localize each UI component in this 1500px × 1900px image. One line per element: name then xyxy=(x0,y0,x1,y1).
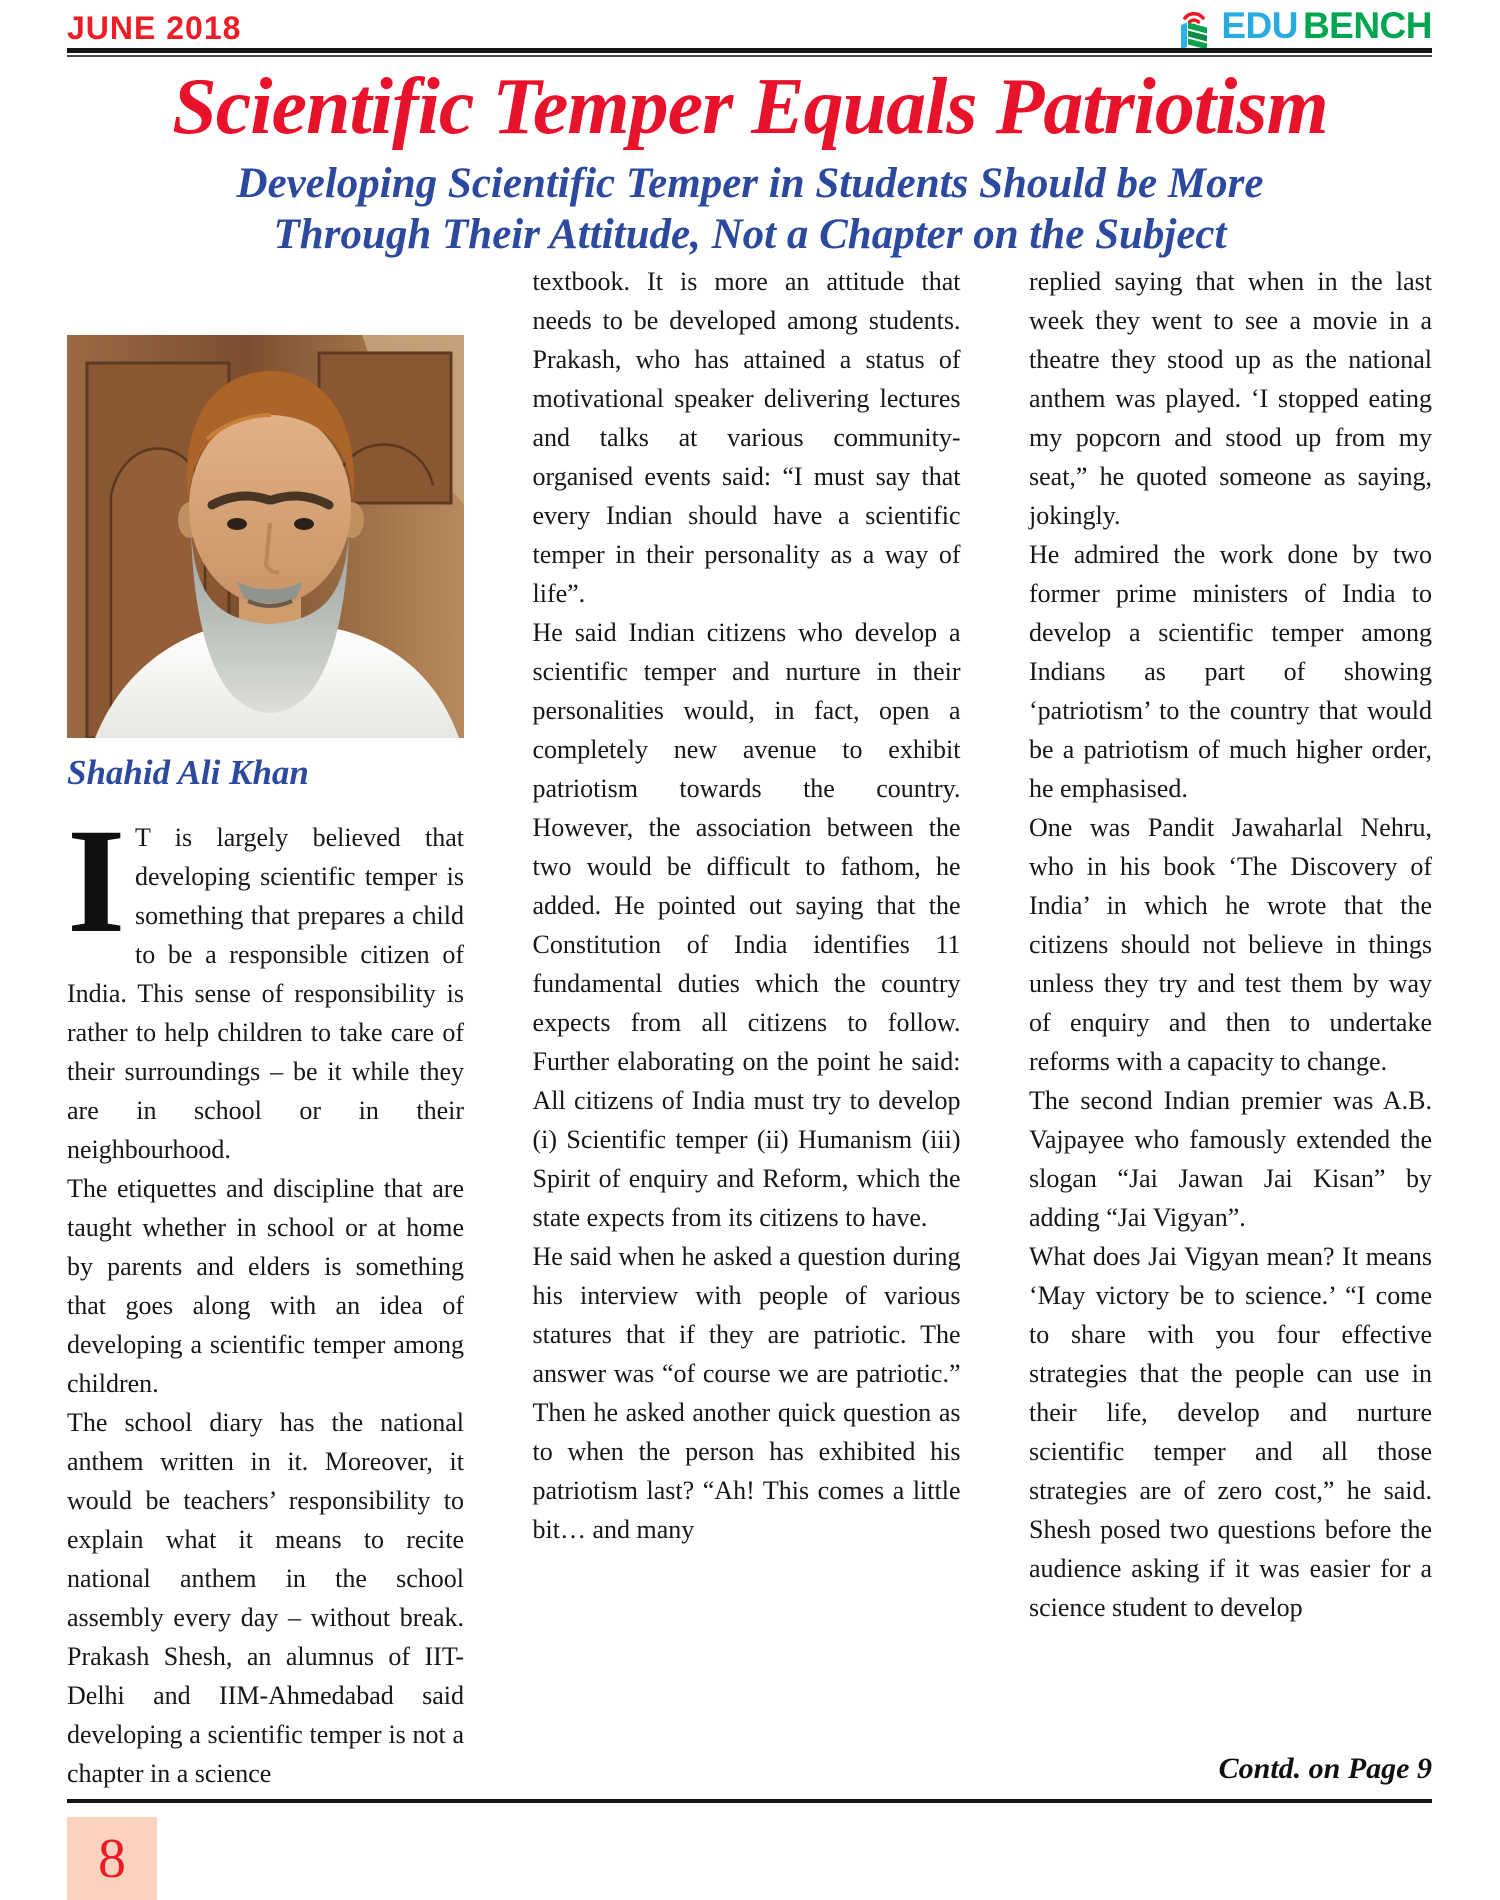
page-number-box xyxy=(67,1817,157,1900)
header-rule xyxy=(67,48,1432,57)
article-title: Scientific Temper Equals Patriotism xyxy=(172,63,1328,151)
paragraph: replied saying that when in the last week they went to see a movie in a theatre they stood up as the national anthem was played. ‘I stopped eating my popcorn and stood up from my seat,” he quoted someone as saying, jokingly. xyxy=(1029,267,1432,530)
author-photo xyxy=(67,335,464,738)
footer-rule xyxy=(67,1799,1432,1803)
article-subtitle xyxy=(0,158,1500,260)
paragraph: What does Jai Vigyan mean? It means ‘May victory be to science.’ “I come to share with you four effective strategies that the people can use in their life, develop and nurture scientific temper and all those strategies are of zero cost,” he said. Shesh posed two questions before the audience asking if it was easier for a science student to develop xyxy=(1029,1242,1432,1622)
subtitle-line-1: Developing Scientific Temper in Students Should be More xyxy=(236,160,1264,207)
page-number: 8 xyxy=(98,1827,126,1890)
paragraph: textbook. It is more an attitude that needs to be developed among students. Prakash, who has attained a status of motivational speaker delivering lectures and talks at various community-organised events said: “I must say that every Indian should have a scientific temper in their personality as a way of life”. xyxy=(532,267,961,608)
author-byline: Shahid Ali Khan xyxy=(67,753,309,792)
column-1 xyxy=(67,262,464,1793)
paragraph: He admired the work done by two former prime ministers of India to develop a scientific temper among Indians as part of showing ‘patriotism’ to the country that would be a patriotism of much higher order, he emphasised. xyxy=(1029,540,1432,803)
column-2 xyxy=(533,262,961,1793)
drop-cap: I xyxy=(67,798,126,964)
issue-date: JUNE 2018 xyxy=(67,10,242,46)
logo-text-bench: BENCH xyxy=(1302,5,1432,46)
subtitle-line-2: Through Their Attitude, Not a Chapter on the Subject xyxy=(273,211,1227,258)
paragraph: The school diary has the national anthem written in it. Moreover, it would be teachers’ responsibility to explain what it means to recite national anthem in the school assembly every day – without break. Prakash Shesh, an alumnus of IIT-Delhi and IIM-Ahmedabad said developing a scientific temper is not a chapter in a science xyxy=(67,1408,464,1788)
paragraph: The second Indian premier was A.B. Vajpayee who famously extended the slogan “Jai Jawan Jai Kisan” by adding “Jai Vigyan”. xyxy=(1029,1086,1432,1232)
paragraph: He said when he asked a question during his interview with people of various statures that if they are patriotic. The answer was “of course we are patriotic.” Then he asked another quick question as to when the person has exhibited his patriotism last? “Ah! This comes a little bit… and many xyxy=(532,1242,961,1544)
paragraph: One was Pandit Jawaharlal Nehru, who in his book ‘The Discovery of India’ in which he wrote that the citizens should not believe in things unless they try and test them by way of enquiry and then to undertake reforms with a capacity to change. xyxy=(1029,813,1432,1076)
paragraph: I T is largely believed that developing scientific temper is something that prepares a child to be a responsible citizen of India. This sense of responsibility is rather to help children to take care of their surroundings – be it while they are in school or in their neighbourhood. xyxy=(67,798,464,1164)
continuation-note: Contd. on Page 9 xyxy=(1218,1752,1432,1785)
column-3 xyxy=(1029,262,1432,1793)
logo-text-edu: EDU xyxy=(1221,5,1298,46)
article-body xyxy=(67,262,1432,1793)
paragraph: The etiquettes and discipline that are taught whether in school or at home by parents and elders is something that goes along with an idea of developing a scientific temper among children. xyxy=(67,1174,464,1398)
paragraph: He said Indian citizens who develop a scientific temper and nurture in their personalities would, in fact, open a completely new avenue to exhibit patriotism towards the country. However, the association between the two would be difficult to fathom, he added. He pointed out saying that the Constitution of India identifies 11 fundamental duties which the country expects from all citizens to follow. Further elaborating on the point he said: All citizens of India must try to develop (i) Scientific temper (ii) Humanism (iii) Spirit of enquiry and Reform, which the state expects from its citizens to have. xyxy=(532,618,961,1232)
